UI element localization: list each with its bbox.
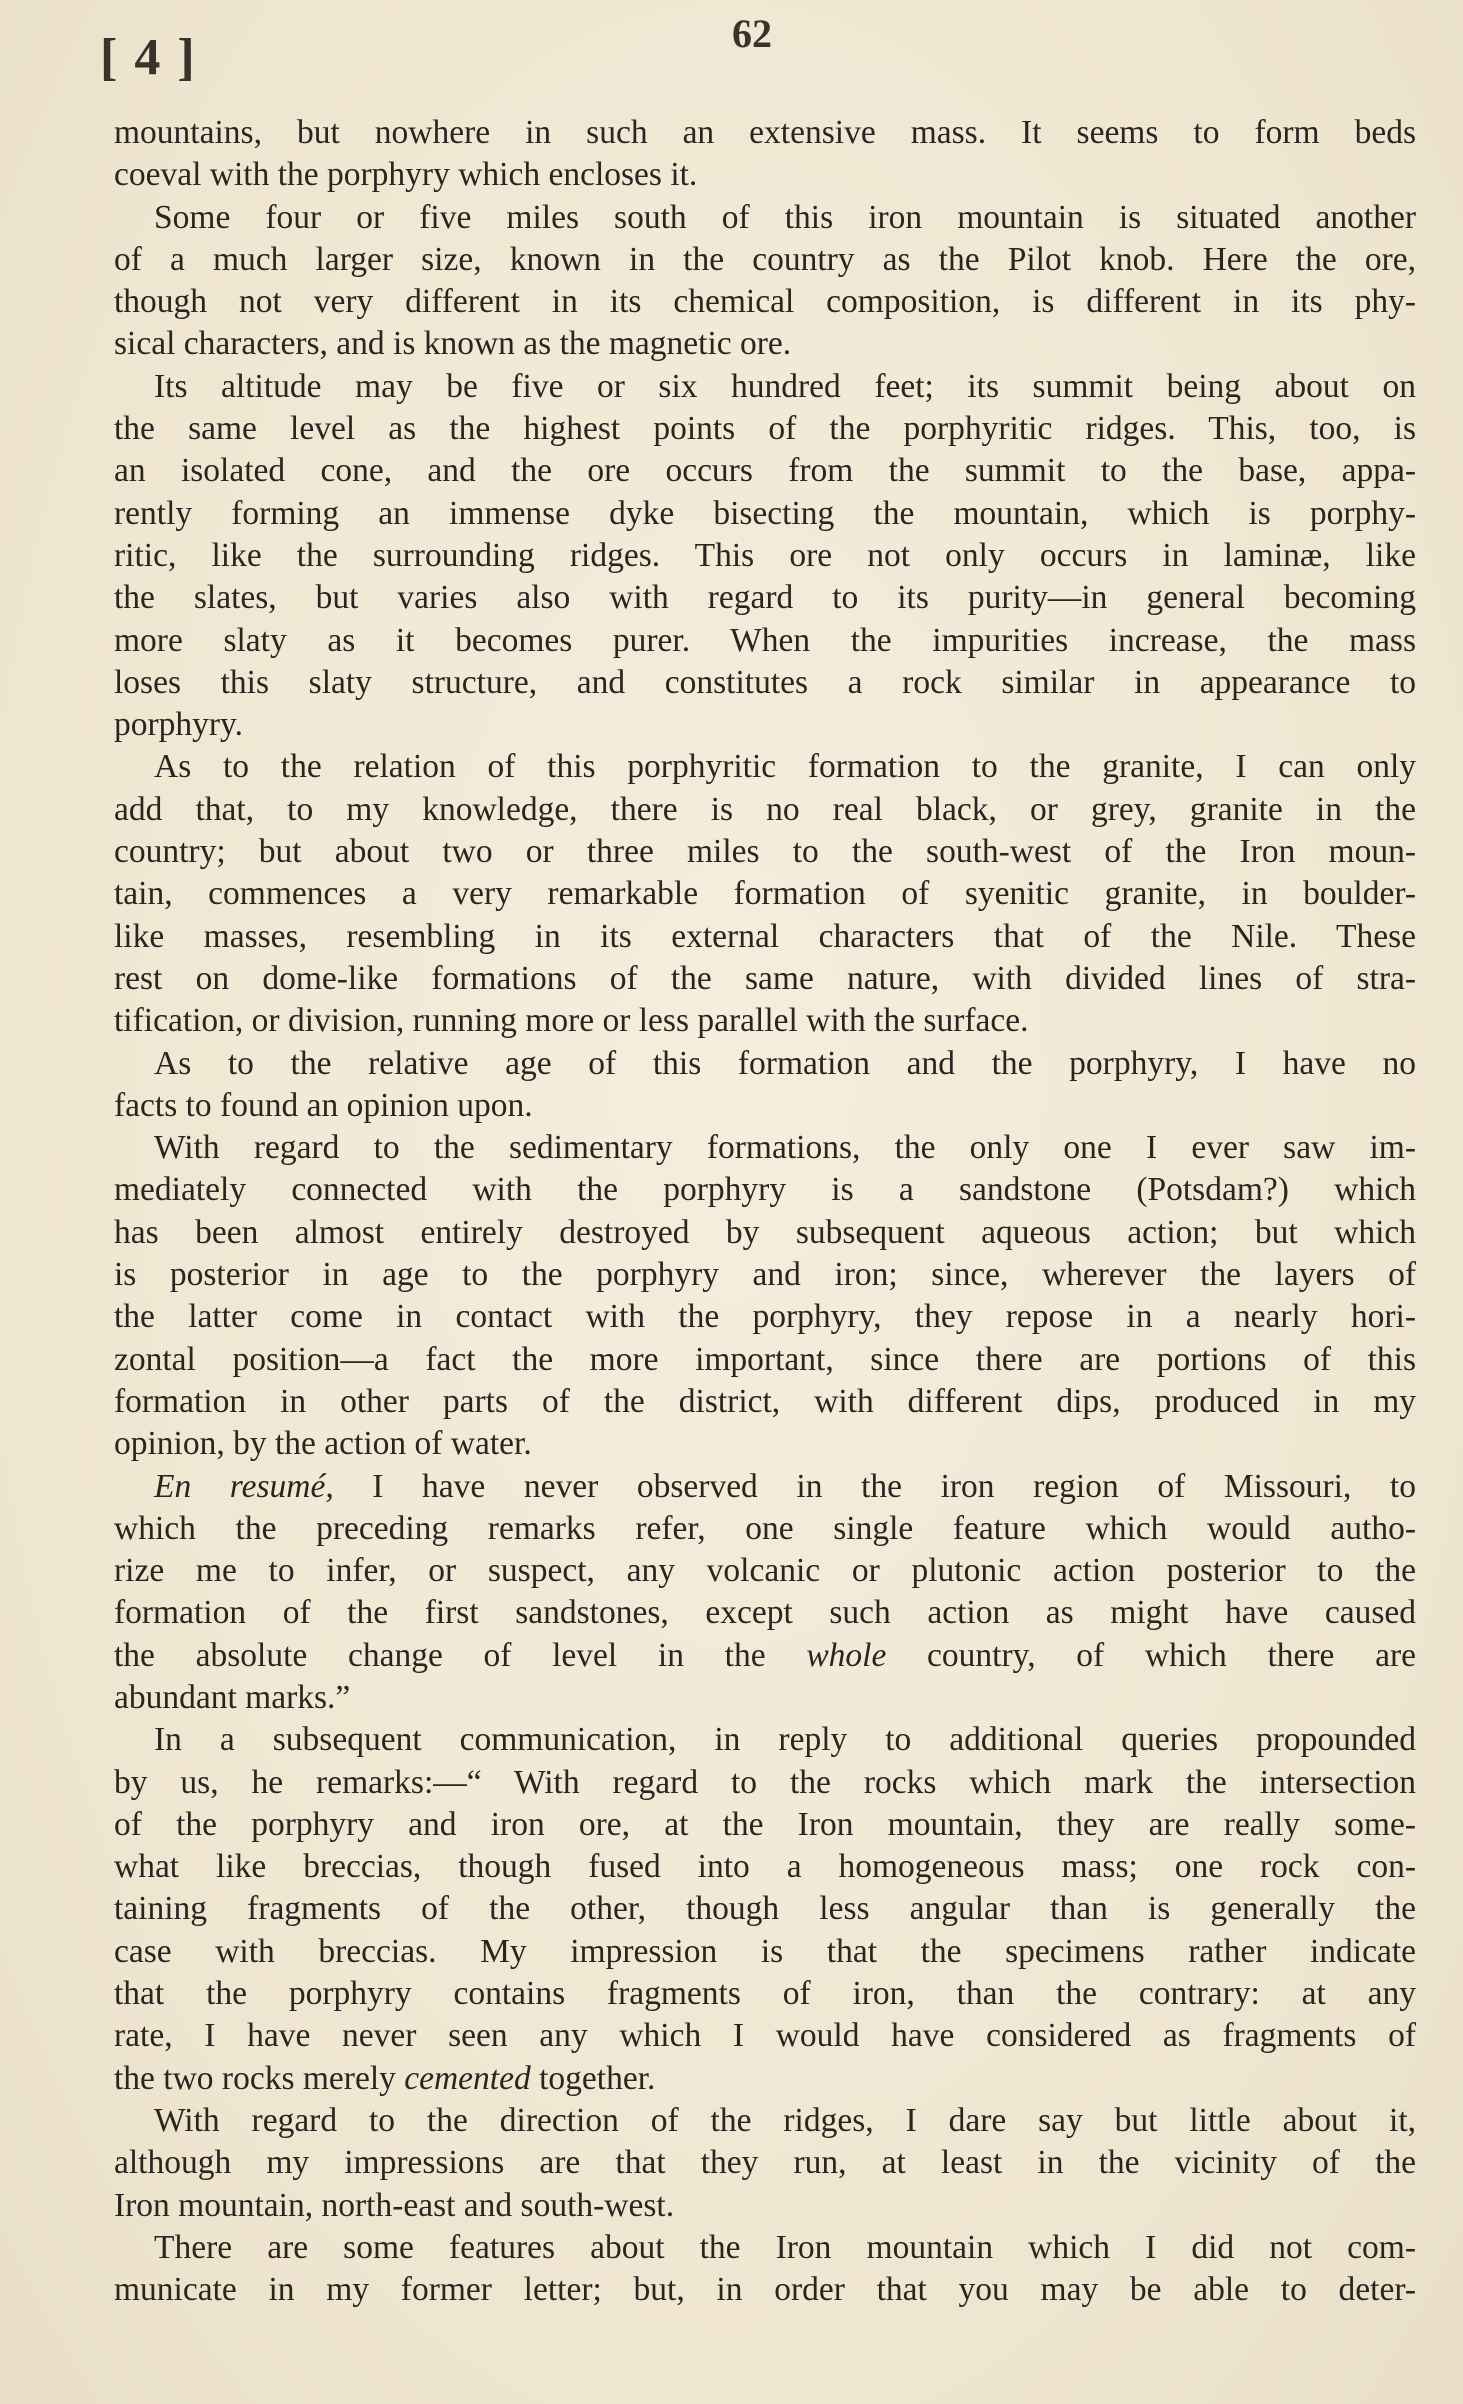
text-line: formation of the first sandstones, except such action as might have caused	[114, 1594, 1416, 1632]
text-line: taining fragments of the other, though less angular than is generally the	[114, 1890, 1416, 1928]
text-line: add that, to my knowledge, there is no real black, or grey, granite in the	[114, 790, 1416, 828]
text-line: sical characters, and is known as the magnetic ore.	[114, 325, 792, 363]
text-line: opinion, by the action of water.	[114, 1425, 532, 1463]
text-line: the same level as the highest points of the porphyritic ridges. This, too, is	[114, 410, 1416, 448]
text-line: zontal position—a fact the more important, since there are portions of this	[114, 1340, 1416, 1378]
text-line: Its altitude may be five or six hundred feet; its summit being about on	[154, 367, 1416, 405]
text-line: As to the relative age of this formation and the porphyry, I have no	[154, 1044, 1416, 1082]
text-line: the slates, but varies also with regard to its purity—in general becoming	[114, 579, 1416, 617]
text-line: mountains, but nowhere in such an extensive mass. It seems to form beds	[114, 114, 1416, 151]
text-line: There are some features about the Iron mountain which I did not com-	[154, 2228, 1416, 2266]
signature-mark: [ 4 ]	[100, 29, 197, 86]
text-line: rest on dome-like formations of the same nature, with divided lines of stra-	[114, 959, 1416, 997]
text-line: by us, he remarks:—“ With regard to the rocks which mark the intersection	[114, 1763, 1416, 1801]
text-line: coeval with the porphyry which encloses it.	[114, 156, 698, 194]
text-line: case with breccias. My impression is that the specimens rather indicate	[114, 1932, 1416, 1970]
text-line: With regard to the direction of the ridges, I dare say but little about it,	[154, 2101, 1416, 2139]
text-line: which the preceding remarks refer, one single feature which would autho-	[114, 1509, 1416, 1547]
text-line: tification, or division, running more or less parallel with the surface.	[114, 1002, 1029, 1040]
page-header	[100, 10, 1400, 90]
text-line: has been almost entirely destroyed by subsequent aqueous action; but which	[114, 1213, 1416, 1251]
text-line: the latter come in contact with the porphyry, they repose in a nearly hori-	[114, 1298, 1416, 1336]
text-line: ritic, like the surrounding ridges. This ore not only occurs in laminæ, like	[114, 536, 1416, 574]
text-line: En resumé, I have never observed in the iron region of Missouri, to	[154, 1467, 1416, 1505]
text-line: Some four or five miles south of this iron mountain is situated another	[154, 198, 1416, 236]
text-line: rize me to infer, or suspect, any volcanic or plutonic action posterior to the	[114, 1552, 1416, 1590]
text-line: formation in other parts of the district, with different dips, produced in my	[114, 1382, 1416, 1420]
text-line: rently forming an immense dyke bisecting the mountain, which is porphy-	[114, 494, 1416, 532]
text-line: porphyry.	[114, 706, 244, 744]
text-line: although my impressions are that they run, at least in the vicinity of the	[114, 2144, 1416, 2182]
text-line: an isolated cone, and the ore occurs from the summit to the base, appa-	[114, 452, 1416, 490]
text-line: With regard to the sedimentary formations, the only one I ever saw im-	[154, 1129, 1416, 1167]
text-line: As to the relation of this porphyritic formation to the granite, I can only	[154, 748, 1416, 786]
text-line: municate in my former letter; but, in order that you may be able to deter-	[114, 2271, 1416, 2309]
text-line: tain, commences a very remarkable formation of syenitic granite, in boulder-	[114, 875, 1416, 913]
text-line: though not very different in its chemical composition, is different in its phy-	[114, 283, 1416, 321]
text-line: loses this slaty structure, and constitutes a rock similar in appearance to	[114, 663, 1416, 701]
text-line: facts to found an opinion upon.	[114, 1086, 533, 1124]
text-line: of the porphyry and iron ore, at the Iron mountain, they are really some-	[114, 1805, 1416, 1843]
text-line: country; but about two or three miles to the south-west of the Iron moun-	[114, 833, 1416, 871]
text-line: what like breccias, though fused into a homogeneous mass; one rock con-	[114, 1848, 1416, 1886]
text-line: more slaty as it becomes purer. When the impurities increase, the mass	[114, 621, 1416, 659]
text-line: rate, I have never seen any which I would have considered as fragments of	[114, 2017, 1416, 2055]
text-line: the two rocks merely cemented together.	[114, 2059, 656, 2097]
text-line: In a subsequent communication, in reply to additional queries propounded	[154, 1721, 1416, 1759]
body-text	[114, 112, 1416, 2311]
text-line: Iron mountain, north-east and south-west.	[114, 2186, 675, 2224]
text-line: of a much larger size, known in the country as the Pilot knob. Here the ore,	[114, 240, 1416, 278]
text-line: that the porphyry contains fragments of iron, than the contrary: at any	[114, 1975, 1416, 2013]
text-line: mediately connected with the porphyry is a sandstone (Potsdam?) which	[114, 1171, 1416, 1209]
page-number: 62	[732, 11, 772, 56]
text-line: the absolute change of level in the whole country, of which there are	[114, 1636, 1416, 1674]
text-line: like masses, resembling in its external characters that of the Nile. These	[114, 917, 1416, 955]
text-line: abundant marks.”	[114, 1678, 351, 1716]
text-line: is posterior in age to the porphyry and iron; since, wherever the layers of	[114, 1256, 1416, 1294]
